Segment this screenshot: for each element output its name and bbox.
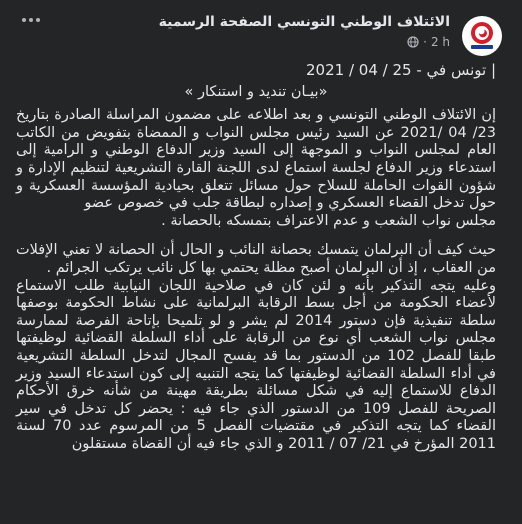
paragraph-2: مجلس نواب الشعب و عدم الاعتراف بتمسكه بالحصانة . [161, 212, 496, 229]
post-time[interactable]: 2 h [430, 35, 450, 49]
paragraph-4: وعليه يتجه التذكير بأنه و لئن كان في صلاحية اللجان النيابية طلب الاستماع لأعضاء الحكومة من أجل بسط الرقابة البرلمانية على نشاط الحكومة بوصفها سلطة تنفيذية فإن دستور 2014 لم يشر و لو تلميحا بإتاحة الفرصة لممارسة مجلس نواب الشعب أي نوع من الرقابة على أداء السلطة القضائية لوظيفتها طبقا للفصل 102 من الدستور بما قد يفسح المجال لتدخل السلطة التشريعية في أداء السلطة القضائية لوظيفتها كما يتجه التنبيه إلى كون استدعاء السيد وزير الدفاع للاستماع إليه في شكل مسائلة بطريقة مهينة من شأنه خرق الأحكام الصريحة للفصل 109 من الدستور الذي جاء فيه : يحضر كل تدخل في سير القضاء كما يتجه التذكير في مقتضيات الفصل 5 من المرسوم عدد 70 لسنة 2011 المؤرخ في 21/ 07 / 2011 و الذي جاء فيه أن القضاة مستقلون [16, 277, 497, 452]
post-header [0, 0, 522, 58]
statement-title: «بيـان تنديد و استنكار » [184, 83, 328, 100]
post-date-line: | تونس في - 25 / 04 / 2021 [306, 61, 496, 79]
page-avatar[interactable] [462, 16, 502, 56]
paragraph-1: إن الائتلاف الوطني التونسي و بعد اطلاعه على مضمون المراسلة الصادرة بتاريخ 23/ 04 /2021 عن السيد رئيس مجلس النواب و الممضاة بتفويض من الكاتب العام لمجلس النواب و الموجهة إلى السيد وزير الدفاع الوطني و الرامية إلى استدعاء وزير الدفاع لجلسة استماع لدى اللجنة القارة التشريعية لتنظيم الإدارة و شؤون القوات الحاملة للسلاح حول مسائل تتعلق بحيادية المؤسسة العسكرية و حول تدخل القضاء العسكري و إصداره لبطاقة جلب في خصوص عضو [16, 107, 496, 212]
paragraph-gap [16, 230, 496, 242]
more-dots-icon[interactable] [22, 18, 40, 22]
globe-icon[interactable] [407, 36, 419, 48]
page-name-link[interactable]: الائتلاف الوطني التونسي الصفحة الرسمية [158, 14, 450, 30]
paragraph-3: حيث كيف أن البرلمان يتمسك بحصانة النائب و الحال أن الحصانة لا تعني الإفلات من العقاب ، إذ أن البرلمان أصبح مظلة يحتمي بها كل نائب يرتكب الجرائم . [16, 242, 496, 276]
post-body [0, 58, 522, 453]
meta-separator-dot: · [423, 35, 427, 49]
post-meta [407, 35, 450, 49]
page-logo-icon [462, 16, 502, 56]
